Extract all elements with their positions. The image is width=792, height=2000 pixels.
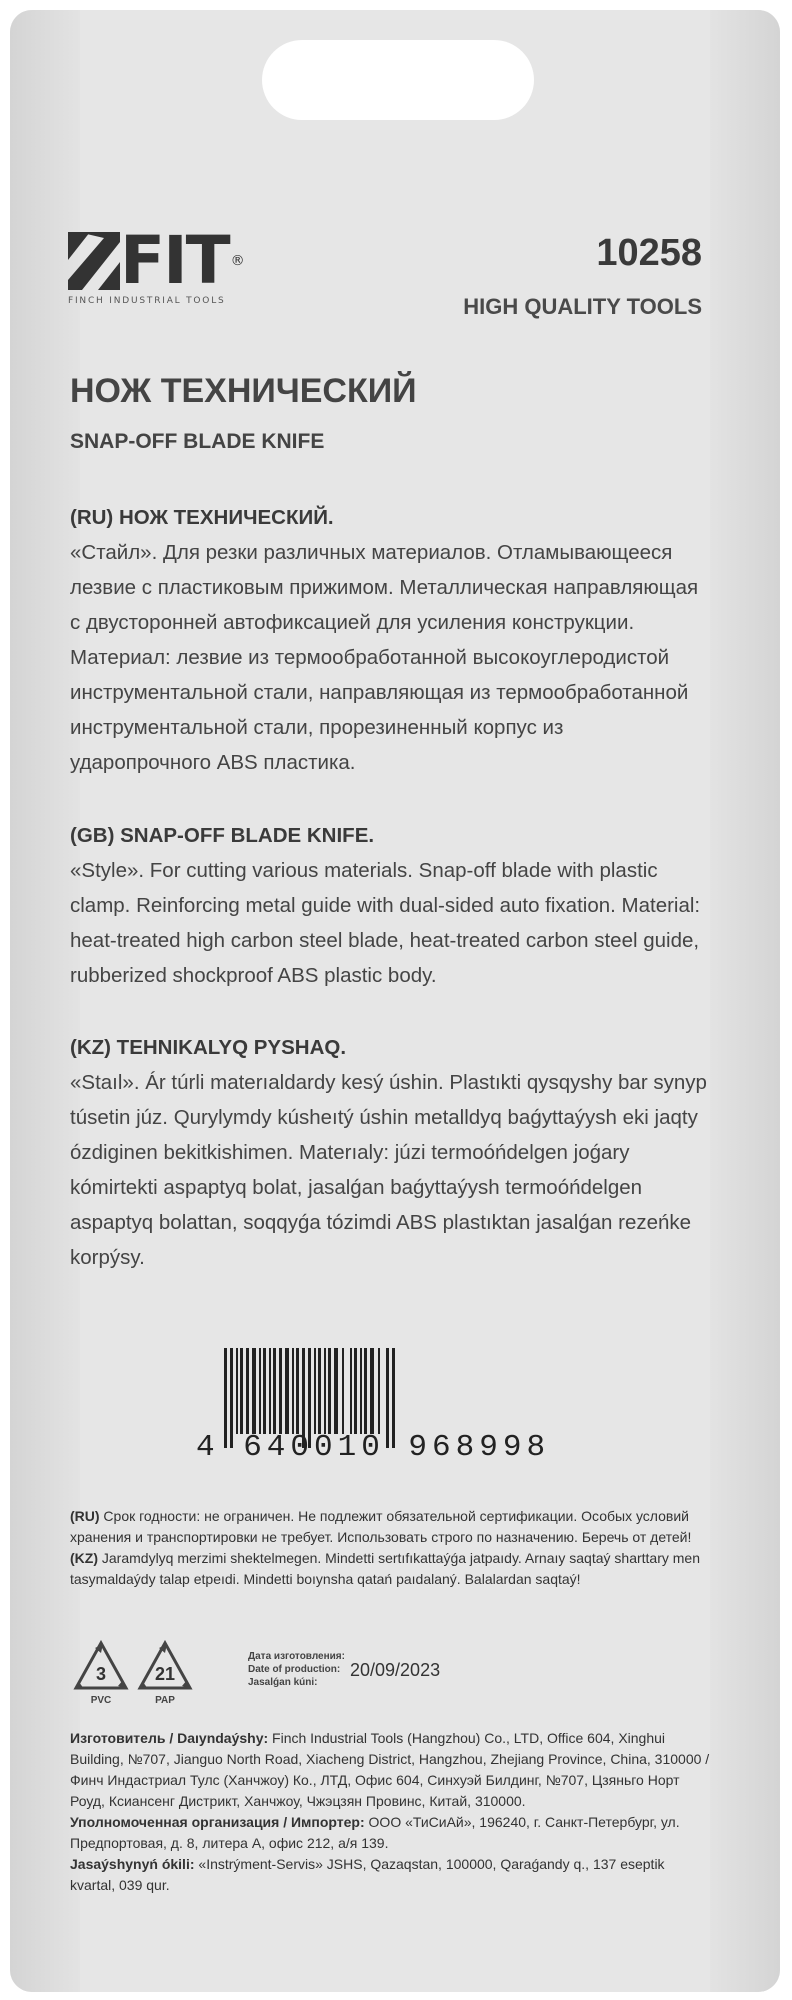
ru-heading: (RU) НОЖ ТЕХНИЧЕСКИЙ. <box>70 506 334 529</box>
barcode-bar <box>350 1348 352 1434</box>
barcode-bar <box>259 1348 261 1434</box>
barcode-bar <box>240 1348 243 1434</box>
recycle-label-2: PAP <box>155 1695 175 1706</box>
recycle-num-2: 21 <box>154 1664 176 1684</box>
barcode-bar <box>292 1348 294 1434</box>
gb-heading: (GB) SNAP-OFF BLADE KNIFE. <box>70 824 375 847</box>
barcode-bar <box>285 1348 289 1434</box>
barcode-bar <box>252 1348 256 1434</box>
barcode-bar <box>269 1348 271 1434</box>
kz-rep-label: Jasaýshynyń ókili: <box>70 1856 195 1872</box>
barcode-bar <box>263 1348 266 1434</box>
barcode-bar <box>246 1348 249 1434</box>
logo-subtitle: FINCH INDUSTRIAL TOOLS <box>68 296 226 306</box>
importer-label: Уполномоченная организация / Импортер: <box>70 1814 365 1830</box>
ru-body: «Стайл». Для резки различных материалов. Отламывающееся лезвие с пластиковым прижимом. Металлическая направляющая с двусторонней автофиксацией для усиления конструкции. Материал: лезвие из термообработанной высокоуглеродистой инструментальной стали, направляющая из термообработанной инструментальной стали, прорезиненный корпус из ударопрочного ABS пластика. <box>70 541 699 774</box>
recycle-num-1: 3 <box>95 1664 107 1684</box>
right-fold <box>710 10 780 1992</box>
barcode-bar <box>334 1348 338 1434</box>
barcode-bar <box>279 1348 282 1434</box>
kz-body: «Staıl». Ár túrli materıaldardy kesý úshin. Plastıkti qysqyshy bar synyp túsetin júz. Qurylymdy kúsheıtý úshin metalldyq baǵyttaýysh eki jaqty ózdiginen bekitkishimen. Materıaly: júzi termoóńdelgen joǵary kómirtekti aspaptyq bolat, jasalǵan baǵyttaýysh termoóńdelgen aspaptyq bolattan, soqqyǵa tózimdi ABS plastıktan jasalǵan rezeńke korpýsy. <box>70 1071 707 1269</box>
ru-note-label: (RU) <box>70 1508 100 1524</box>
brand-logo <box>68 222 243 306</box>
recycle-label-1: PVC <box>90 1695 112 1706</box>
manufacturer-text: Finch Industrial Tools (Hangzhou) Co., LTD, Office 604, Xinghui Building, №707, Jianguo North Road, Xiacheng District, Hangzhou, Zhejiang Province, China, 310000 / Финч Индастриал Тулс (Ханчжоу) Ко., ЛТД, Офис 604, Синхуэй Билдинг, №707, Цзяньго Норт Роуд, Ксиансенг Дистрикт, Ханчжоу, Чжэцзян Провинс, Китай, 310000. <box>70 1730 710 1809</box>
kz-rep-text: «Instrýment-Servis» JSHS, Qazaqstan, 100000, Qaraǵandy q., 137 eseptik kvartal, 039 qur. <box>70 1856 665 1893</box>
quality-tagline: HIGH QUALITY TOOLS <box>463 294 702 319</box>
barcode-bar <box>236 1348 238 1434</box>
production-date: 20/09/2023 <box>350 1660 441 1680</box>
recycle-pap-icon <box>134 1640 196 1706</box>
ru-note-text: Срок годности: не ограничен. Не подлежит обязательной сертификации. Особых условий хранения и транспортировки не требует. Использовать строго по назначению. Беречь от детей! <box>70 1508 692 1545</box>
manufacturer <box>70 1728 710 1812</box>
barcode-bar <box>318 1348 321 1434</box>
barcode-number: 4 640010 968998 <box>196 1430 551 1465</box>
production-label-ru: Дата изготовления: <box>248 1651 345 1662</box>
kz-note-label: (KZ) <box>70 1550 98 1566</box>
barcode-bar <box>378 1348 380 1434</box>
importer <box>70 1812 710 1854</box>
barcode-bar <box>314 1348 316 1434</box>
barcode-bar <box>370 1348 374 1434</box>
barcode-bar <box>328 1348 331 1434</box>
kz-heading: (KZ) TEHNIKALYQ PYSHAQ. <box>70 1036 347 1059</box>
production-labels <box>248 1650 345 1689</box>
kz-description <box>70 1030 710 1275</box>
barcode-bar <box>364 1348 367 1434</box>
barcode-bar <box>354 1348 357 1434</box>
ru-note <box>70 1506 710 1548</box>
registered-mark: ® <box>230 253 243 269</box>
logo-text: FIT <box>120 222 229 299</box>
kz-note-text: Jaramdylyq merzimi shektelmegen. Mindetti sertıfıkattaýǵa jatpaıdy. Arnaıy saqtaý sharttary men tasymaldaýdy talap etpeıdi. Mindetti boıynsha qatań paıdalaný. Balalardan saqtaý! <box>70 1550 700 1587</box>
barcode-bar <box>342 1348 344 1434</box>
recycle-pvc-icon <box>70 1640 132 1706</box>
hang-hole <box>262 40 534 120</box>
logo-slash-icon <box>68 232 120 290</box>
manufacturer-label: Изготовитель / Daıyndaýshy: <box>70 1730 269 1746</box>
kz-note <box>70 1548 710 1590</box>
barcode-bar <box>296 1348 299 1434</box>
storage-notes <box>70 1506 710 1590</box>
company-info <box>70 1728 710 1896</box>
gb-description <box>70 818 710 993</box>
barcode-bar <box>360 1348 362 1434</box>
barcode-bar <box>273 1348 276 1434</box>
production-label-en: Date of production: <box>248 1664 341 1675</box>
kz-representative <box>70 1854 710 1896</box>
importer-text: ООО «ТиСиАй», 196240, г. Санкт-Петербург, ул. Предпортовая, д. 8, литера А, офис 212, а/я 139. <box>70 1814 680 1851</box>
gb-body: «Style». For cutting various materials. Snap-off blade with plastic clamp. Reinforcing metal guide with dual-sided auto fixation. Material: heat-treated high carbon steel blade, heat-treated carbon steel guide, rubberized shockproof ABS plastic body. <box>70 859 701 987</box>
product-code: 10258 <box>596 232 702 274</box>
product-title-en: SNAP-OFF BLADE KNIFE <box>70 430 325 453</box>
product-title-ru: НОЖ ТЕХНИЧЕСКИЙ <box>70 372 417 410</box>
production-label-kz: Jasalǵan kúni: <box>248 1677 318 1688</box>
barcode-bar <box>324 1348 326 1434</box>
ru-description <box>70 500 710 780</box>
